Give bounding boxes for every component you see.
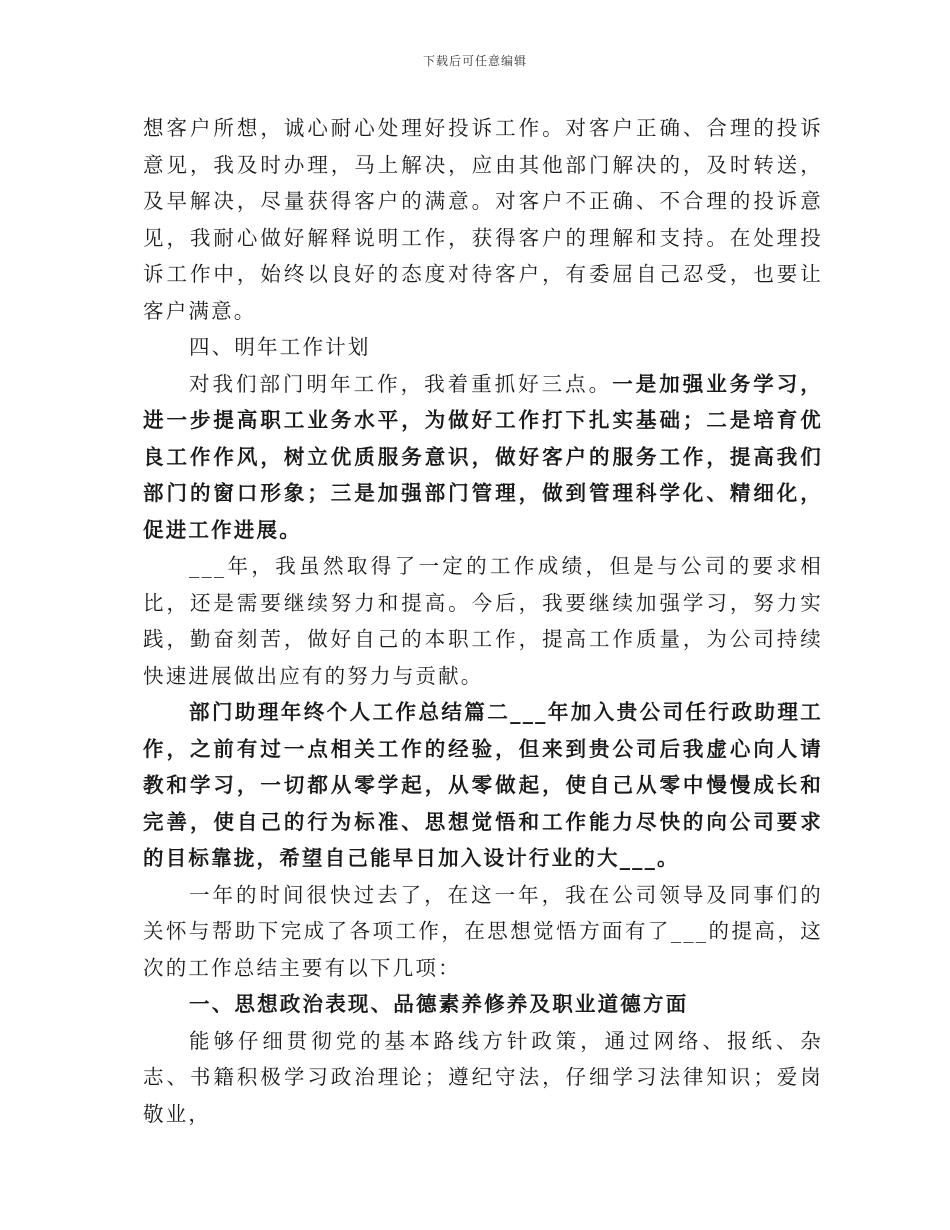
paragraph-complaint-handling: 想客户所想，诚心耐心处理好投诉工作。对客户正确、合理的投诉意见，我及时办理，马上解决，应由其他部门解决的，及时转送，及早解决，尽量获得客户的满意。对客户不正确、不合理的投诉意见，我耐心做好解释说明工作，获得客户的理解和支持。在处理投诉工作中，始终以良好的态度对待客户，有委屈自己忍受，也要让客户满意。 (143, 116, 823, 323)
section-heading-political-performance: 一、思想政治表现、品德素养修养及职业道德方面 (189, 992, 689, 1016)
plan-key-points-text: 一是加强业务学习，进一步提高职工业务水平，为做好工作打下扎实基础；二是培育优良工作作风，树立优质服务意识，做好客户的服务工作，提高我们部门的窗口形象；三是加强部门管理，做到管理科学化、精细化，促进工作进展。 (143, 371, 823, 542)
paragraph-political-study: 能够仔细贯彻党的基本路线方针政策，通过网络、报纸、杂志、书籍积极学习政治理论；遵纪守法，仔细学习法律知识；爱岗敬业， (143, 1028, 823, 1126)
section-heading-next-year-plan: 四、明年工作计划 (189, 335, 371, 359)
paragraph-year-summary: ___年，我虽然取得了一定的工作成绩，但是与公司的要求相比，还是需要继续努力和提高。今后，我要继续加强学习，努力实践，勤奋刻苦，做好自己的本职工作，提高工作质量，为公司持续快速进展做出应有的努力与贡献。 (143, 554, 823, 688)
paragraph-article-two-intro: 部门助理年终个人工作总结篇二___年加入贵公司任行政助理工作，之前有过一点相关工作的经验，但来到贵公司后我虚心向人请教和学习，一切都从零学起，从零做起，使自己从零中慢慢成长和完善，使自己的行为标准、思想觉悟和工作能力尽快的向公司要求的目标靠拢，希望自己能早日加入设计行业的大___。 (143, 700, 823, 870)
page-header-note: 下载后可任意编辑 (422, 54, 527, 68)
plan-intro-text: 对我们部门明年工作，我着重抓好三点。 (189, 371, 613, 396)
paragraph-next-year-plan (143, 366, 823, 549)
document-body (143, 110, 823, 1132)
paragraph-year-review: 一年的时间很快过去了，在这一年，我在公司领导及同事们的关怀与帮助下完成了各项工作，在思想觉悟方面有了___的提高，这次的工作总结主要有以下几项： (143, 882, 823, 980)
